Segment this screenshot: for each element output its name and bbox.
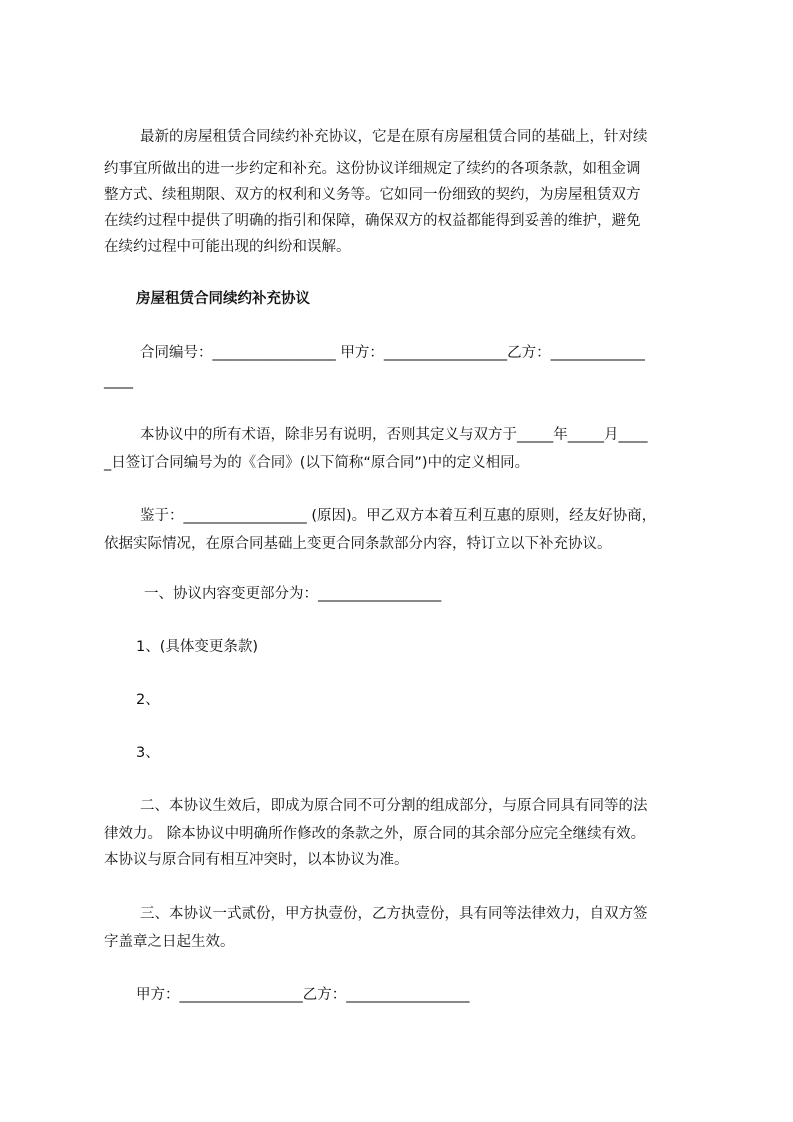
whereas-line-2: 依据实际情况，在原合同基础上变更合同条款部分内容，特订立以下补充协议。: [104, 536, 612, 552]
section2-line-1: 二、本协议生效后，即成为原合同不可分割的组成部分，与原合同具有同等的法: [140, 798, 648, 814]
intro-line-3: 整方式、续租期限、双方的权利和义务等。它如同一份细致的契约，为房屋租赁双方: [104, 187, 641, 203]
section3-line-2: 字盖章之日起生效。: [104, 934, 235, 950]
header-fields-line-2: ____: [104, 373, 133, 389]
signature-line: 甲方：_________________乙方：_________________: [136, 987, 470, 1003]
document-title: 房屋租赁合同续约补充协议: [136, 291, 310, 307]
intro-line-5: 在续约过程中可能出现的纠纷和误解。: [104, 239, 351, 255]
section1-item-1: 1、(具体变更条款): [136, 639, 259, 655]
section2-line-2: 律效力。 除本协议中明确所作修改的条款之外，原合同的其余部分应完全继续有效。: [104, 826, 646, 842]
whereas-line-1: 鉴于：_________________ (原因)。甲乙双方本着互利互惠的原则，经友好协商，: [140, 508, 657, 524]
section1-heading: 一、协议内容变更部分为：_________________: [144, 586, 442, 602]
section3-line-1: 三、本协议一式贰份，甲方执壹份，乙方执壹份，具有同等法律效力，自双方签: [140, 906, 648, 922]
intro-line-1: 最新的房屋租赁合同续约补充协议，它是在原有房屋租赁合同的基础上，针对续: [140, 129, 648, 145]
intro-line-2: 约事宜所做出的进一步约定和补充。这份协议详细规定了续约的各项条款，如租金调: [104, 161, 641, 177]
section1-item-2: 2、: [136, 692, 160, 708]
section1-item-3: 3、: [136, 745, 160, 761]
definitions-line-1: 本协议中的所有术语，除非另有说明，否则其定义与双方于_____年_____月____: [140, 427, 648, 443]
intro-line-4: 在续约过程中提供了明确的指引和保障，确保双方的权益都能得到妥善的维护，避免: [104, 213, 641, 229]
definitions-line-2: _日签订合同编号为的《合同》(以下简称“原合同”)中的定义相同。: [104, 455, 530, 471]
section2-line-3: 本协议与原合同有相互冲突时，以本协议为准。: [104, 852, 409, 868]
header-fields-line-1: 合同编号：_________________ 甲方：_________________乙方：_____________: [140, 345, 645, 361]
